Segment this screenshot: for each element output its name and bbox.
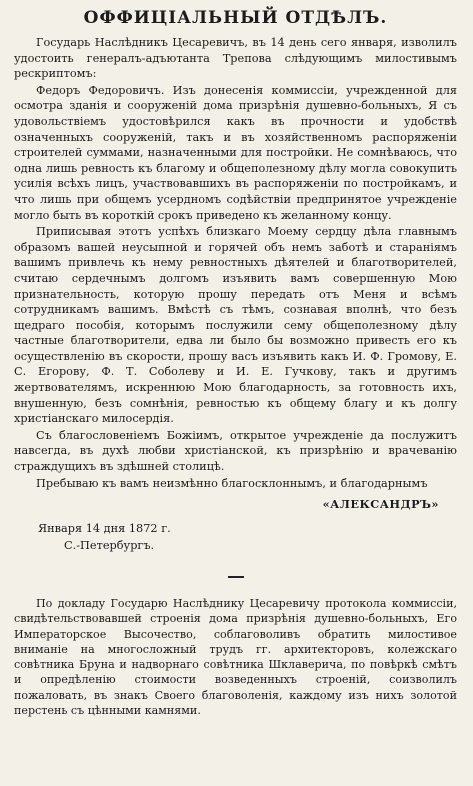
section-divider xyxy=(228,576,244,578)
rescript-paragraph-3: Съ благословеніемъ Божіимъ, открытое учрежденіе да послужитъ навсегда, въ духѣ любви христіанской, къ призрѣнію и врачеванію страждущихъ въ здѣшней столицѣ. xyxy=(14,428,457,474)
place-line: С.-Петербургъ. xyxy=(64,539,155,553)
rescript-paragraph-2: Приписывая этотъ успѣхъ близкаго Моему сердцу дѣла главнымъ образомъ вашей неусыпной и горячей объ немъ заботѣ и стараніямъ вашимъ привлечь къ нему ревностныхъ дѣятелей и благотворителей, считаю сердечнымъ долгомъ изъявить вамъ совершенную Мою признательность, которую прошу передать отъ Меня и всѣмъ сотрудникамъ вашимъ. Вмѣстѣ съ тѣмъ, сознавая вполнѣ, что безъ щедраго пособія, которымъ послужили сему общеполезному дѣлу частные благотворители, едва ли было бы возможно привесть его къ осуществленію въ скорости, прошу васъ изъявить какъ И. Ф. Громову, Е. С. Егорову, Ф. Т. Соболеву и И. Е. Гучкову, такъ и другимъ жертвователямъ, искреннюю Мою благодарность, за готовность ихъ, внушенную, безъ сомнѣнія, ревностью къ общему благу и къ долгу христіанскаго милосердія. xyxy=(14,225,457,426)
date-line: Января 14 дня 1872 г. xyxy=(38,521,171,535)
closing-paragraph: Пребываю къ вамъ неизмѣнно благосклоннымъ, и благодарнымъ xyxy=(36,476,428,490)
intro-paragraph: Государь Наслѣдникъ Цесаревичъ, въ 14 день сего января, изволилъ удостоить генералъ-адъютанта Трепова слѣдующимъ милостивымъ рескриптомъ: xyxy=(14,36,457,81)
rescript-paragraph-1: Федоръ Федоровичъ. Изъ донесенія коммиссіи, учрежденной для осмотра зданія и сооруженій дома призрѣнія душевно-больныхъ, Я съ удовольствіемъ удостовѣрился какъ въ прочности и удобствѣ означенныхъ сооруженій, такъ и въ хозяйственномъ распоряженіи строителей суммами, назначенными для постройки. Не сомнѣваюсь, что одна лишь ревность къ благому и общеполезному дѣлу могла совокупить усилія всѣхъ лицъ, участвовавшихъ въ распоряженіи по постройкамъ, и что лишь при общемъ усердномъ содѣйствіи предпринятое учрежденіе могло быть въ короткій срокъ приведено къ желанному концу. xyxy=(14,83,457,222)
section-title: ОФФИЦІАЛЬНЫЙ ОТДѢЛЪ. xyxy=(83,8,388,28)
report-paragraph: По докладу Государю Наслѣднику Цесаревичу протокола коммиссіи, свидѣтельствовавшей строенія дома призрѣнія душевно-больныхъ, Его Императорское Высочество, соблаговоливъ обратить милостивое вниманіе на многосложный трудъ гг. архитекторовъ, колежскаго совѣтника Бруна и надворнаго совѣтника Шклаверича, по повѣркѣ смѣтъ и опредѣленію стоимости возведенныхъ строеній, соизволилъ пожаловать, въ знакъ Своего благоволенія, каждому изъ нихъ золотой перстень съ цѣнными камнями. xyxy=(14,597,457,718)
signature: «АЛЕКСАНДРЪ» xyxy=(322,497,439,512)
